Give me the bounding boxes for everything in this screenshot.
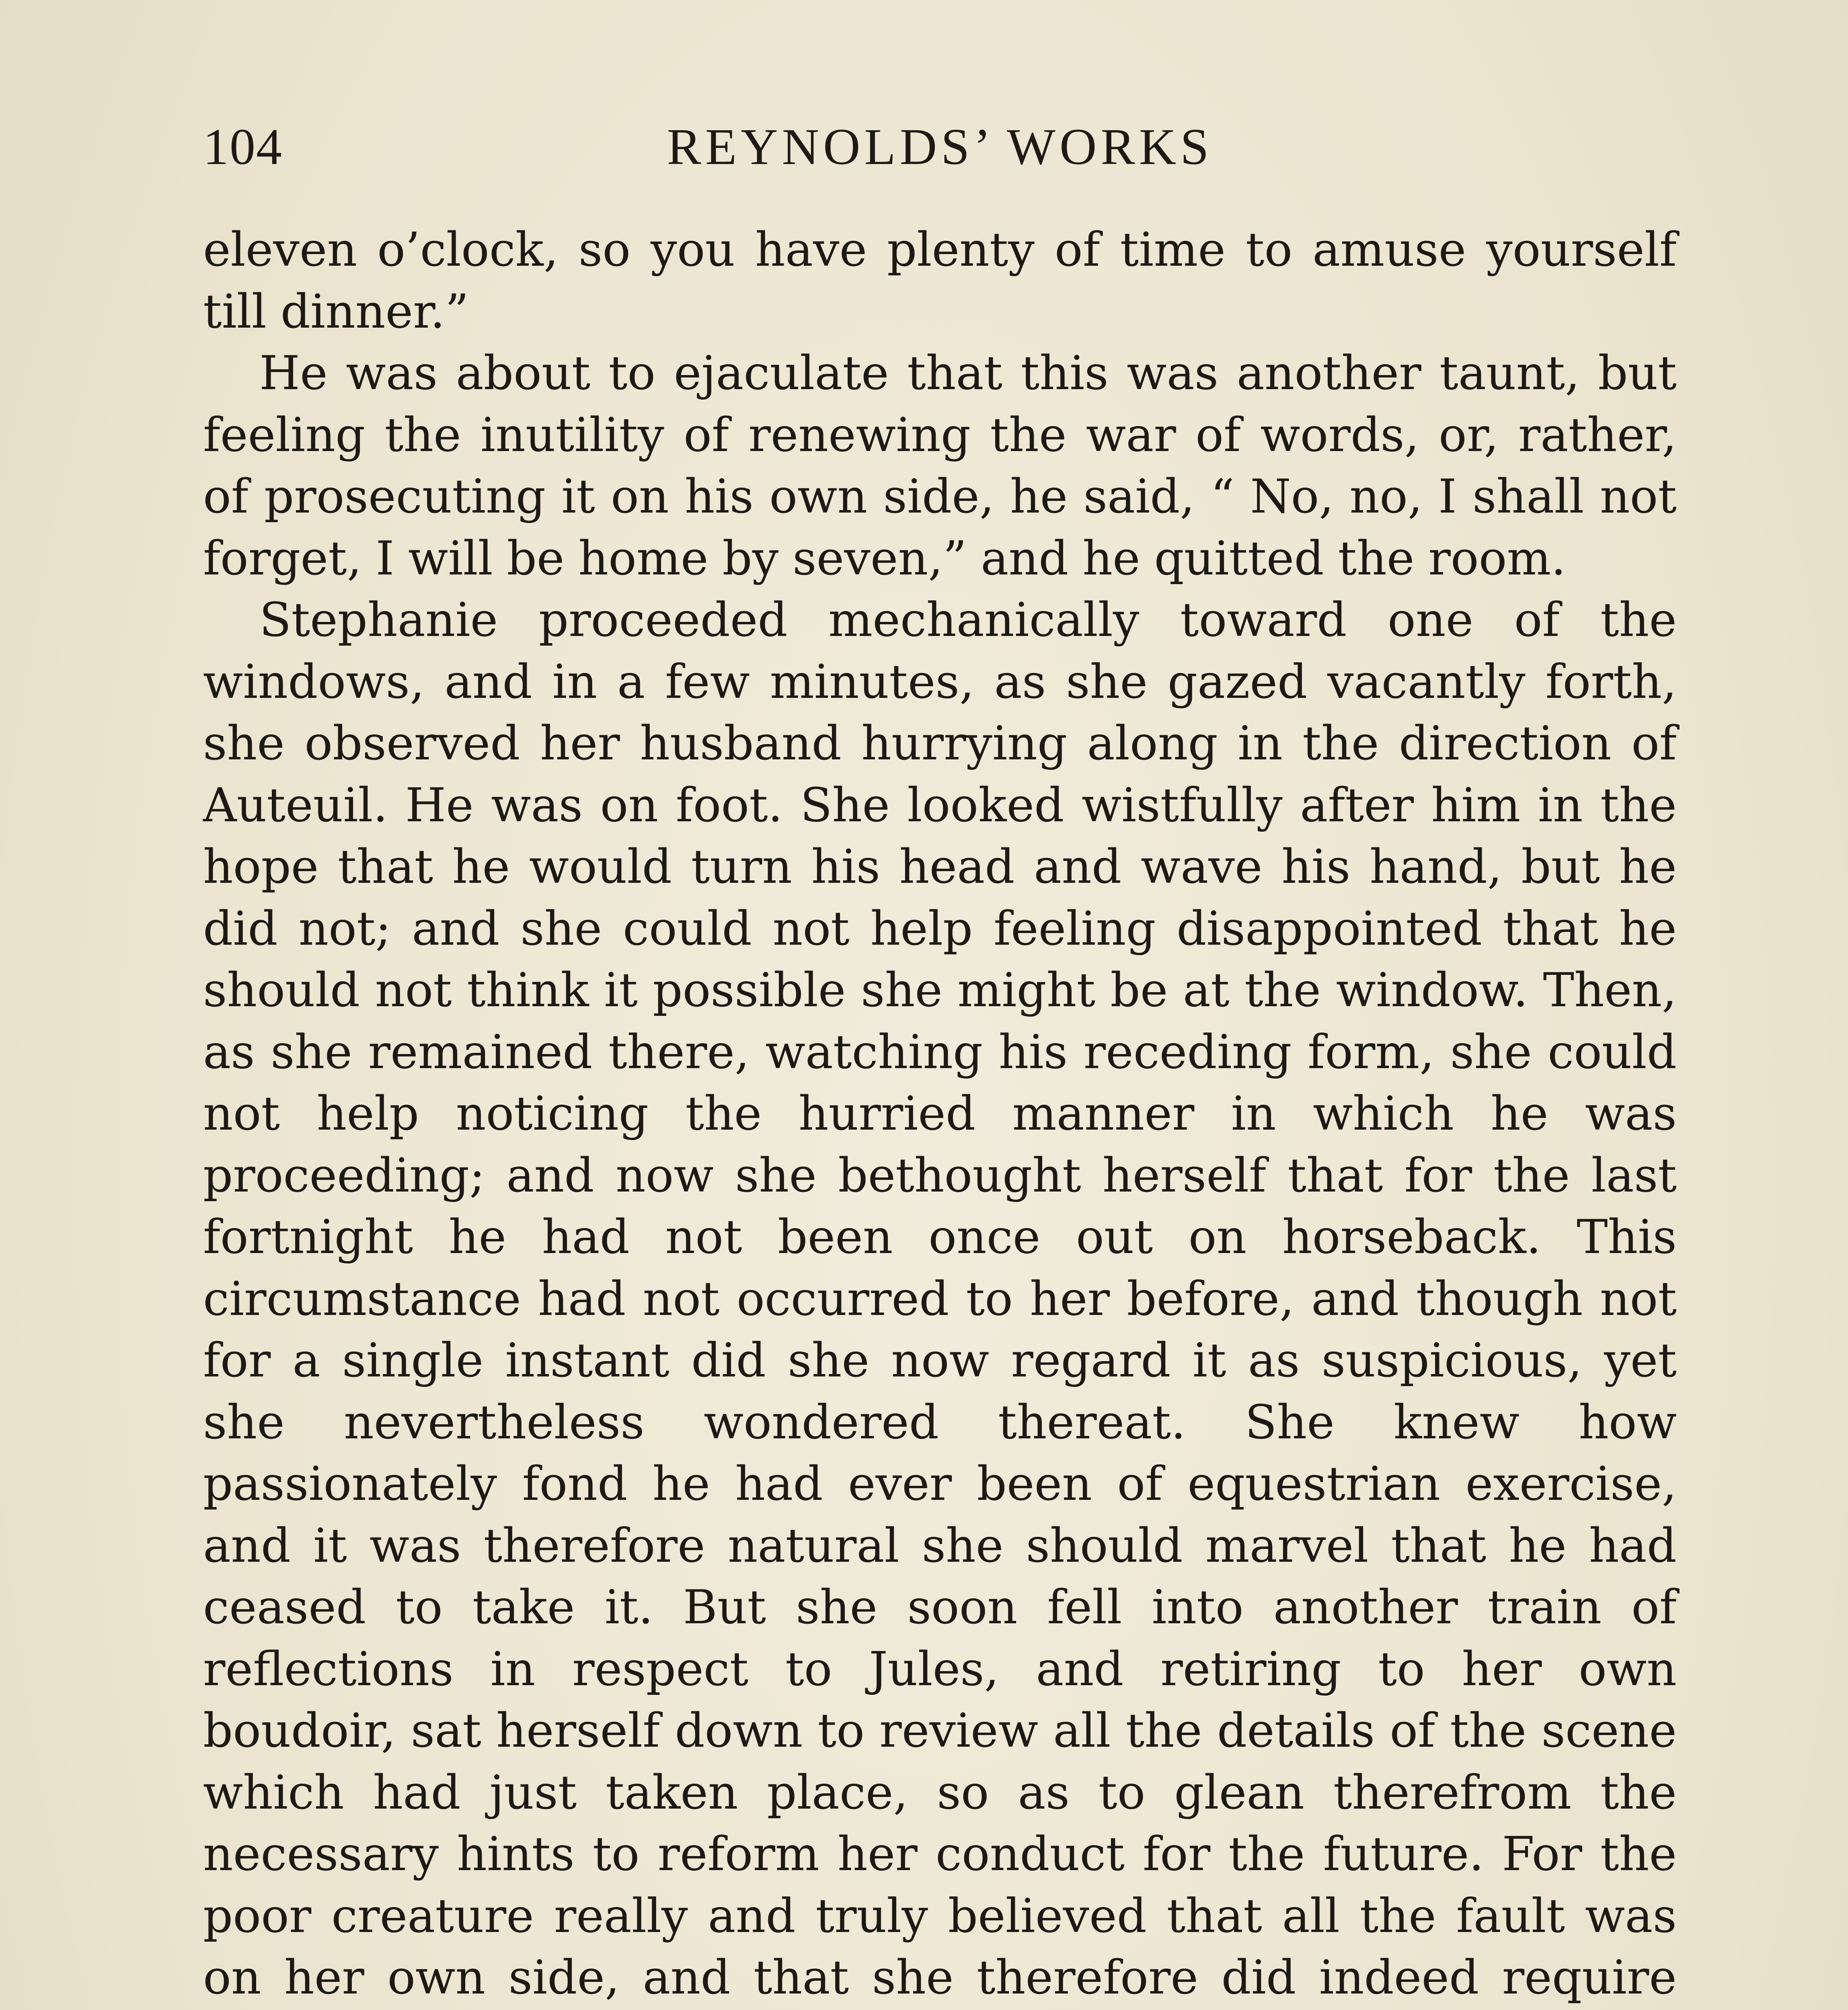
paragraph-continuation: eleven o’clock, so you have plenty of time to amuse yourself till dinner.” xyxy=(203,223,1677,339)
paragraph: He was about to ejaculate that this was another taunt, but feeling the inutility of renewing the war of words, or, rather, of prosecuting it on his own side, he said, “ No, no, I shall not forget, I will be home by seven,” and he quitted the room. xyxy=(203,346,1677,586)
paragraph: Stephanie proceeded mechanically toward one of the windows, and in a few minutes, as she gazed vacantly forth, she observed her husband hurrying along in the direction of Auteuil. He was on foot. She looked wistfully after him in the hope that he would turn his head and wave his hand, but he did not; and she could not help feeling disappointed that he should not think it possible she might be at the window. Then, as she remained there, watching his receding form, she could not help noticing the hurried manner in which he was proceeding; and now she bethought herself that for the last fortnight he had not been once out on horseback. This circumstance had not occurred to her before, and though not for a single instant did she now regard it as suspicious, yet she nevertheless wondered thereat. She knew how passionately fond he had ever been of equestrian exercise, and it was therefore natural she should marvel that he had ceased to take it. But she soon fell into another train of reflections in respect to Jules, and retiring to her own boudoir, sat herself down to review all the details of the scene which had just taken place, so as to glean therefrom the necessary hints to reform her conduct for the future. For the poor creature really and truly believed that all the fault was on her own side, and that she therefore did indeed require xyxy=(203,593,1677,2005)
body-text xyxy=(203,219,1677,2010)
page-header xyxy=(203,113,1677,181)
running-head: REYNOLDS’ WORKS xyxy=(667,118,1213,175)
page-number: 104 xyxy=(203,118,283,175)
